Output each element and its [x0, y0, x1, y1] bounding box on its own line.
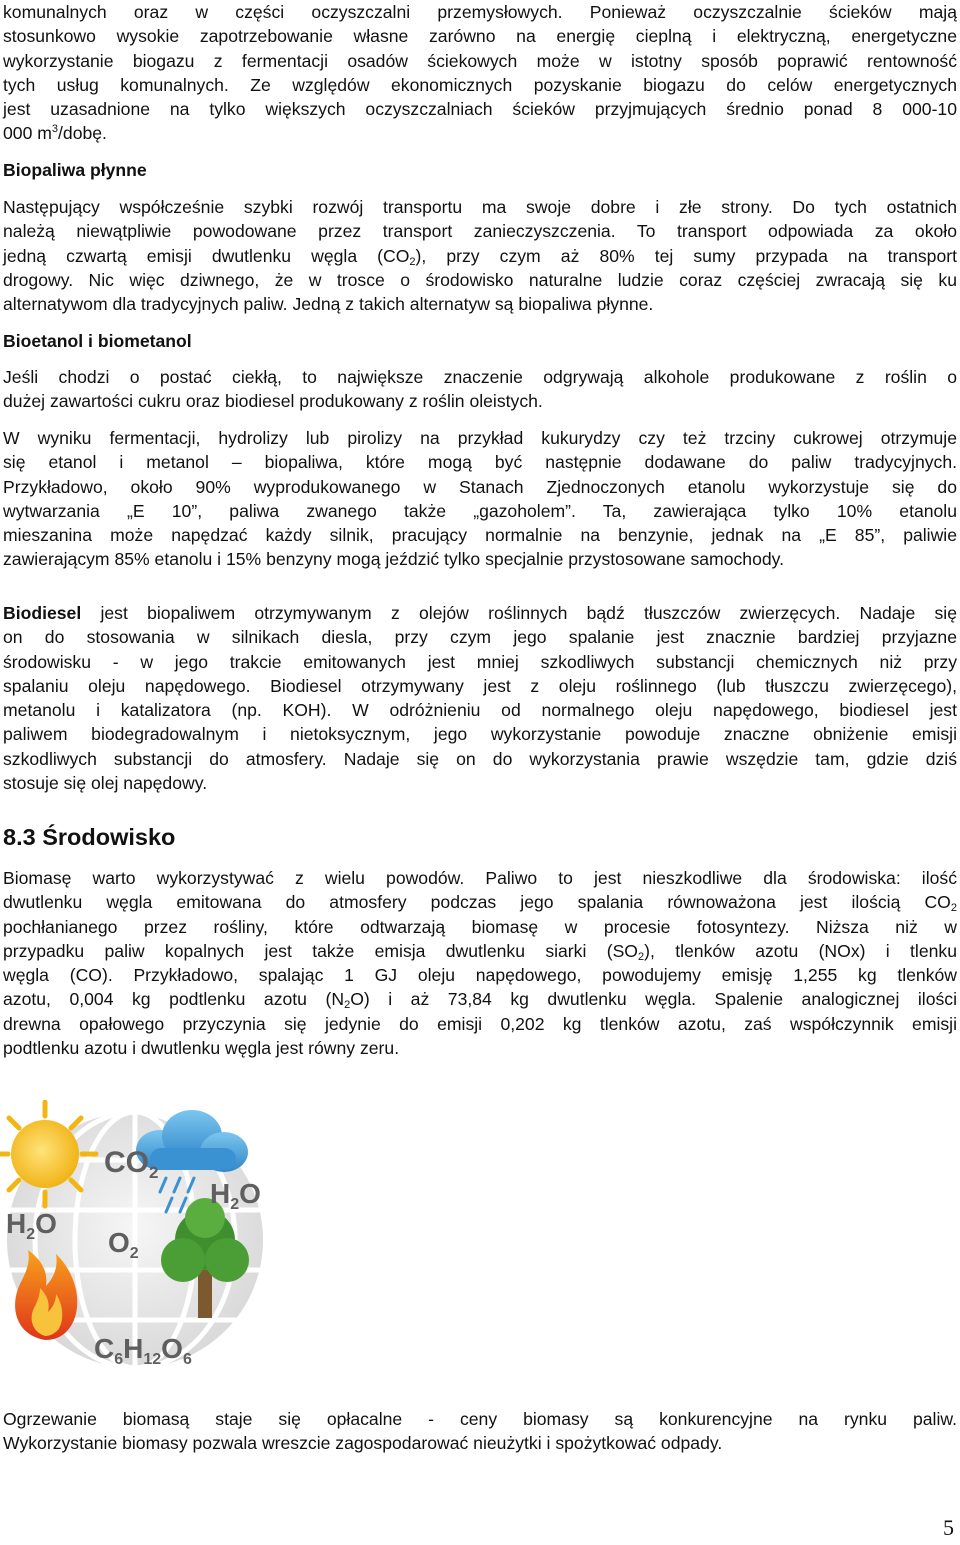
text-fragment: jedną czwartą emisji dwutlenku węgla (CO — [3, 245, 410, 266]
text-line: Przykładowo, około 90% wyprodukowanego w Stanach Zjednoczonych etanolu wykorzystuje się do — [3, 476, 957, 497]
h2o-label-right: $H_2O$ — [210, 1178, 261, 1213]
subscript: 2 — [950, 902, 957, 915]
biomass-cycle-illustration — [0, 1100, 275, 1375]
text-line: szkodliwych substancji do atmosfery. Nadaje się on do wykorzystania prawie wszędzie tam, gdzie dziś — [3, 748, 957, 769]
biopaliwa-paragraph — [3, 195, 957, 316]
text-line: Następujący współcześnie szybki rozwój transportu ma swoje dobre i złe strony. Do tych ostatnich — [3, 197, 957, 217]
bioetanol-paragraph-1 — [3, 365, 957, 414]
biodiesel-paragraph — [3, 601, 957, 795]
biodiesel-term: Biodiesel — [3, 603, 82, 623]
text-line: wytwarzania „E 10”, paliwa zwanego także „gazoholem”. Ta, zawierająca tylko 10% etanolu — [3, 500, 957, 521]
text-fragment: jest biopaliwem otrzymywanym z olejów roślinnych bądź tłuszczów zwierzęcych. Nadaje się — [81, 603, 957, 623]
page-number: 5 — [943, 1515, 954, 1540]
text-line: komunalnych oraz w części oczyszczalni przemysłowych. Ponieważ oczyszczalnie ścieków mają — [3, 2, 957, 22]
bioetanol-paragraph-2 — [3, 426, 957, 572]
subscript: 2 — [344, 999, 351, 1012]
text-line: jest uzasadnione na tylko większych oczyszczalniach ścieków przyjmujących średnio ponad 8 000-10 — [3, 99, 957, 120]
text-fragment: ), przy czym aż 80% tej sumy przypada na transport — [415, 245, 957, 266]
subscript: 2 — [409, 255, 416, 268]
text-line: drogowy. Nic więc dziwnego, że w trosce o środowisko naturalne ludzie coraz częściej zwracają się ku — [3, 269, 957, 290]
text-line: Wykorzystanie biomasy pozwala wreszcie zagospodarować nieużytki i spożytkować odpady. — [3, 1433, 723, 1454]
text-line: węgla (CO). Przykładowo, spalając 1 GJ oleju napędowego, powodujemy emisję 1,255 kg tlenków — [3, 965, 957, 986]
text-line — [3, 601, 957, 625]
section-heading-bioetanol: Bioetanol i biometanol — [3, 331, 192, 351]
text-fragment: ), tlenków azotu (NOx) i tlenku — [644, 940, 957, 961]
text-line: W wyniku fermentacji, hydrolizy lub pirolizy na przykład kukurydzy czy też trzciny cukrowej otrzymuje — [3, 428, 957, 448]
text-line: stosuje się olej napędowy. — [3, 773, 208, 794]
co2-label: $CO_2$ — [104, 1146, 159, 1182]
text-fragment: przypadku paliw kopalnych jest także emisja dwutlenku siarki (SO — [3, 940, 638, 961]
text-line — [3, 890, 957, 914]
text-line: paliwem biodegradowalnym i nietoksycznym, jego wykorzystanie powoduje znaczne obniżenie emisji — [3, 724, 957, 745]
text-line — [3, 244, 957, 268]
text-line: należą niewątpliwie powodowane przez transport zanieczyszczenia. To transport odpowiada za około — [3, 221, 957, 242]
text-line: mieszanina może napędzać każdy silnik, pracujący normalnie na benzynie, jednak na „E 85”, paliwie — [3, 525, 957, 546]
text-line: zawierającym 85% etanolu i 15% benzyny mogą jeździć tylko specjalnie przystosowane samochody. — [3, 549, 785, 570]
text-line: podtlenku azotu i dwutlenku węgla jest równy zeru. — [3, 1038, 400, 1059]
superscript: 3 — [51, 123, 59, 136]
text-line: dużej zawartości cukru oraz biodiesel produkowany z roślin oleistych. — [3, 391, 543, 412]
srodowisko-paragraph — [3, 866, 957, 1060]
text-line: stosunkowo wysokie zapotrzebowanie własne zarówno na energię cieplną i elektryczną, energetyczne — [3, 26, 957, 47]
text-line: on do stosowania w silnikach diesla, przy czym jego spalanie jest znacznie bardziej przyjazne — [3, 627, 957, 648]
text-line: pochłanianego przez rośliny, które odtwarzają biomasę w procesie fotosyntezy. Niższa niż w — [3, 916, 957, 937]
text-line: Biomasę warto wykorzystywać z wielu powodów. Paliwo to jest nieszkodliwe dla środowiska: ilość — [3, 868, 957, 888]
text-line: drewna opałowego przyczynia się jedynie do emisji 0,202 kg tlenków azotu, zaś współczynnik emisji — [3, 1013, 957, 1034]
text-line — [3, 121, 957, 145]
text-line: się etanol i metanol – biopaliwa, które mogą być następnie dodawane do paliw tradycyjnych. — [3, 452, 957, 473]
text-line: Jeśli chodzi o postać ciekłą, to największe znaczenie odgrywają alkohole produkowane z roślin o — [3, 367, 957, 387]
text-fragment: azotu, 0,004 kg podtlenku azotu (N — [3, 989, 345, 1010]
subscript: 2 — [638, 950, 645, 963]
text-fragment: O) i aż 73,84 kg dwutlenku węgla. Spalenie analogicznej ilości — [350, 989, 957, 1010]
text-fragment: dwutlenku węgla emitowana do atmosfery podczas jego spalania równoważona jest ilością CO — [3, 892, 951, 913]
text-line — [3, 987, 957, 1011]
ogrzewanie-paragraph — [3, 1407, 957, 1456]
text-line: środowisku - w jego trakcie emitowanych jest mniej szkodliwych substancji chemicznych niż przy — [3, 651, 957, 672]
text-line: tych usług komunalnych. Ze względów ekonomicznych pozyskanie biogazu do celów energetycznych — [3, 74, 957, 95]
glucose-label: $C_6H_{12}O_6$ — [94, 1333, 192, 1368]
text-fragment: 000 m — [3, 123, 52, 144]
text-line: metanolu i katalizatora (np. KOH). W odróżnieniu od normalnego oleju napędowego, biodiesel jest — [3, 700, 957, 721]
text-line: spalaniu oleju napędowego. Biodiesel otrzymywany jest z oleju roślinnego (lub tłuszczu zwierzęcego), — [3, 675, 957, 696]
text-line: alternatywom dla tradycyjnych paliw. Jedną z takich alternatyw są biopaliwa płynne. — [3, 294, 654, 315]
o2-label: $O_2$ — [108, 1227, 139, 1262]
h2o-label-left: $H_2O$ — [6, 1208, 57, 1243]
text-line — [3, 939, 957, 963]
intro-paragraph — [3, 0, 957, 146]
section-heading-srodowisko: 8.3 Środowisko — [3, 824, 176, 850]
section-heading-biopaliwa: Biopaliwa płynne — [3, 160, 147, 180]
text-fragment: /dobę. — [58, 123, 107, 144]
text-line: Ogrzewanie biomasą staje się opłacalne - ceny biomasy są konkurencyjne na rynku paliw. — [3, 1409, 957, 1429]
text-line: wykorzystanie biogazu z fermentacji osadów ściekowych może w istotny sposób poprawić rentowność — [3, 50, 957, 71]
